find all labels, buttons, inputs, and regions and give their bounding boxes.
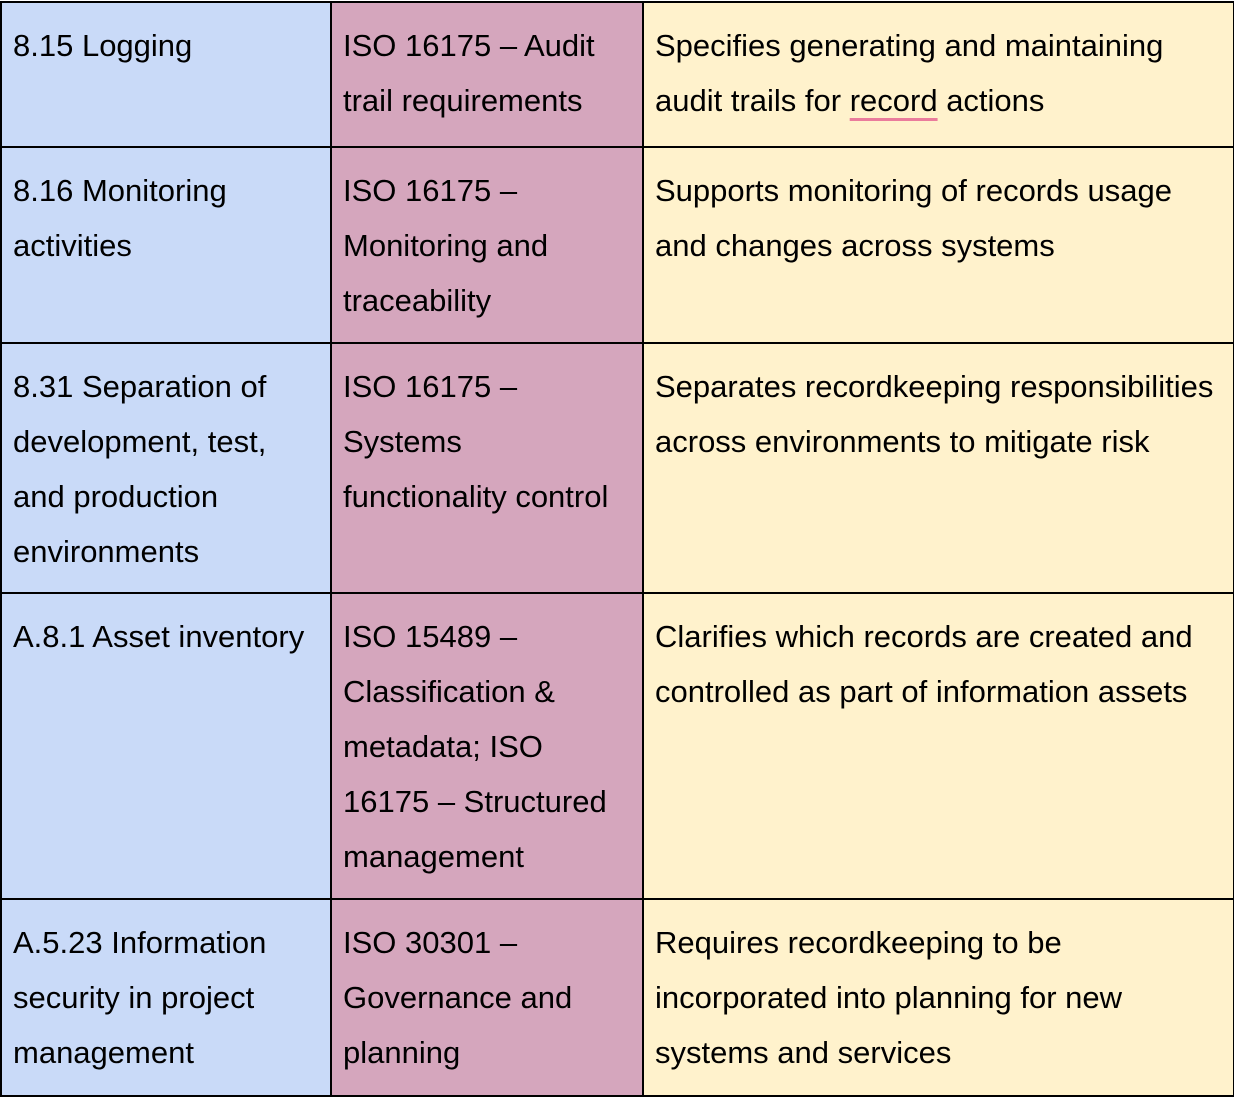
standard-cell[interactable]: ISO 16175 – Monitoring and traceability	[331, 147, 643, 343]
standard-cell[interactable]: ISO 30301 – Governance and planning	[331, 899, 643, 1096]
mapping-table	[0, 1, 1234, 1097]
standard-cell[interactable]: ISO 15489 – Classification & metadata; ISO 16175 – Structured management	[331, 593, 643, 899]
description-text-start: Specifies generating and maintaining audit trails for	[655, 28, 1164, 118]
description-cell[interactable]: Requires recordkeeping to be incorporated into planning for new systems and services	[643, 899, 1234, 1096]
table-row	[1, 593, 1234, 899]
table-row	[1, 899, 1234, 1096]
description-cell[interactable]: Supports monitoring of records usage and changes across systems	[643, 147, 1234, 343]
control-cell[interactable]: 8.15 Logging	[1, 2, 331, 147]
table-row	[1, 343, 1234, 593]
description-cell[interactable]: Clarifies which records are created and controlled as part of information assets	[643, 593, 1234, 899]
standard-cell[interactable]: ISO 16175 – Audit trail requirements	[331, 2, 643, 147]
control-cell[interactable]: 8.16 Monitoring activities	[1, 147, 331, 343]
control-cell[interactable]: 8.31 Separation of development, test, and production environments	[1, 343, 331, 593]
description-cell[interactable]	[643, 2, 1234, 147]
table-row	[1, 147, 1234, 343]
description-cell[interactable]: Separates recordkeeping responsibilities across environments to mitigate risk	[643, 343, 1234, 593]
control-cell[interactable]: A.8.1 Asset inventory	[1, 593, 331, 899]
description-text-end: actions	[937, 83, 1045, 118]
spellcheck-flagged-word[interactable]: record	[849, 83, 938, 118]
control-cell[interactable]: A.5.23 Information security in project management	[1, 899, 331, 1096]
standard-cell[interactable]: ISO 16175 – Systems functionality control	[331, 343, 643, 593]
table-row	[1, 2, 1234, 147]
